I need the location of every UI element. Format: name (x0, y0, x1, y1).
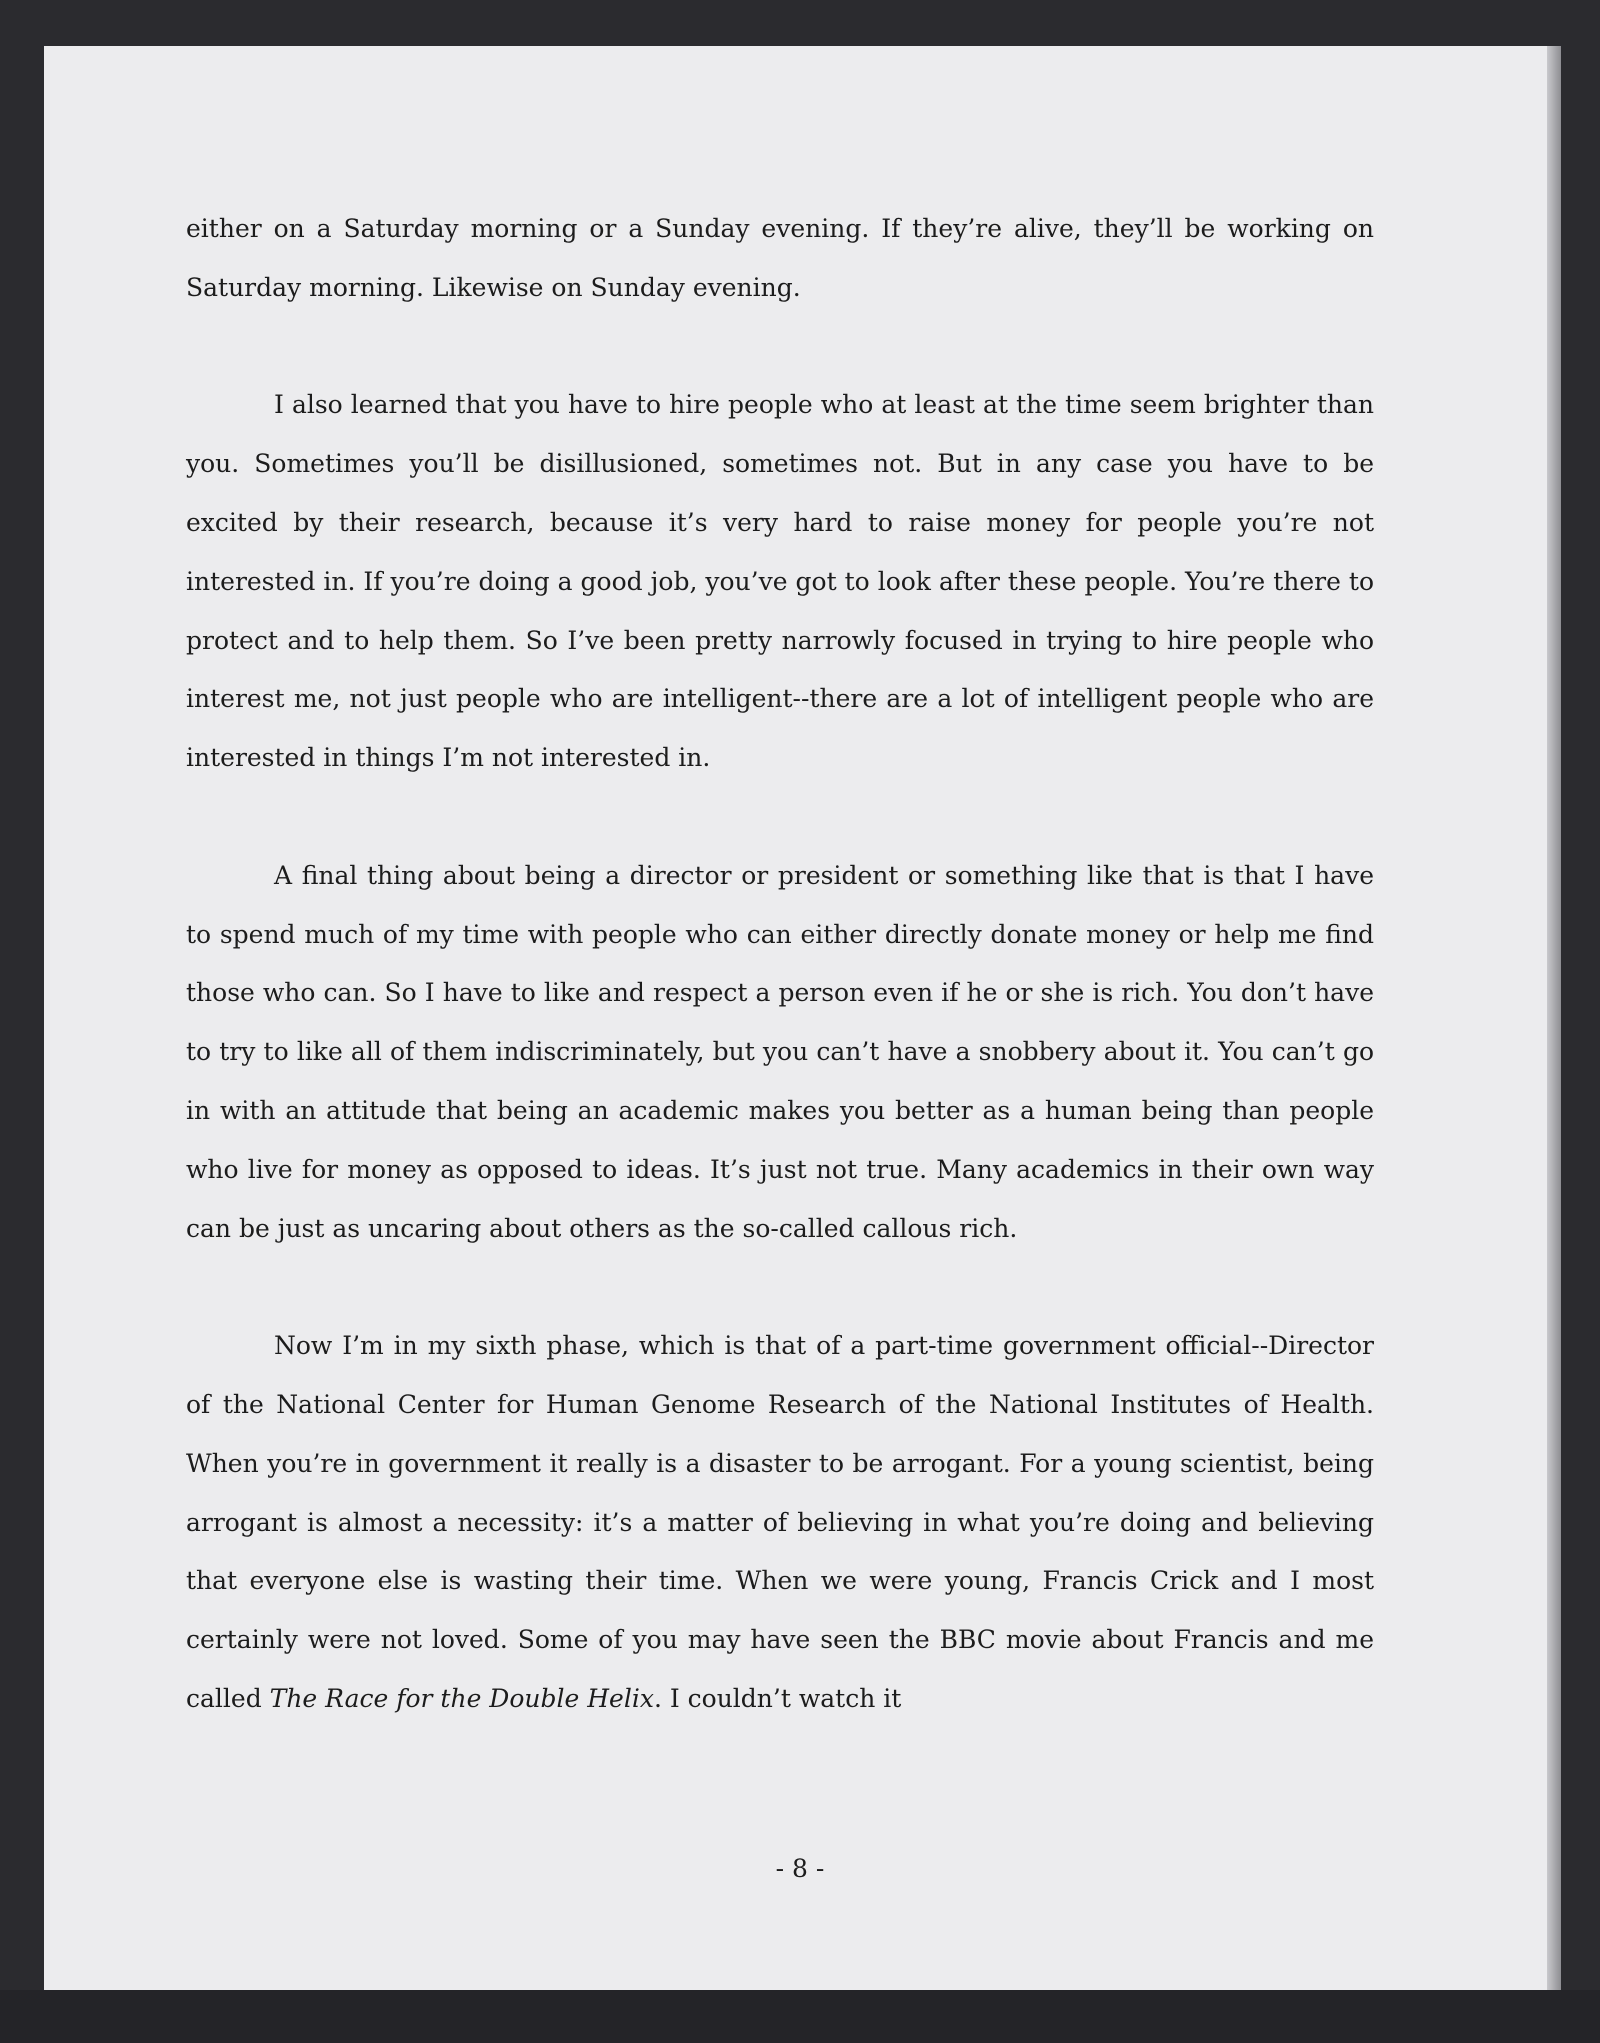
paragraph-2: I also learned that you have to hire people who at least at the time seem brighter than you. Sometimes you’ll be disillusioned, sometimes not. But in any case you have to be excited by their research, because it’s very hard to raise money for people you’re not interested in. If you’re doing a good job, you’ve got to look after these people. You’re there to protect and to help them. So I’ve been pretty narrowly focused in trying to hire people who interest me, not just people who are intelligent--there are a lot of intelligent people who are interested in things I’m not interested in. (186, 390, 1374, 773)
page-edge (1547, 46, 1561, 1990)
body-text (186, 200, 1374, 1729)
paragraph-4-text-before: Now I’m in my sixth phase, which is that of a part-time government official--Director of the National Center for Human Genome Research of the National Institutes of Health. When you’re in government it really is a disaster to be arrogant. For a young scientist, being arrogant is almost a necessity: it’s a matter of believing in what you’re doing and believing that everyone else is wasting their time. When we were young, Francis Crick and I most certainly were not loved. Some of you may have seen the BBC movie about Francis and me called (186, 1331, 1374, 1713)
paragraph-3: A final thing about being a director or president or something like that is that I have to spend much of my time with people who can either directly donate money or help me find those who can. So I have to like and respect a person even if he or she is rich. You don’t have to try to like all of them indiscriminately, but you can’t have a snobbery about it. You can’t go in with an attitude that being an academic makes you better as a human being than people who live for money as opposed to ideas. It’s just not true. Many academics in their own way can be just as uncaring about others as the so-called callous rich. (186, 860, 1374, 1243)
page-number: - 8 - (775, 1854, 825, 1883)
paragraph-4-text-after: . I couldn’t watch it (653, 1683, 902, 1713)
film-title: The Race for the Double Helix (269, 1683, 654, 1713)
scan-background (0, 1990, 1600, 2043)
paragraph-4 (186, 1317, 1374, 1729)
paragraph-1: either on a Saturday morning or a Sunday evening. If they’re alive, they’ll be working on Saturday morning. Likewise on Sunday evening. (186, 214, 1374, 302)
